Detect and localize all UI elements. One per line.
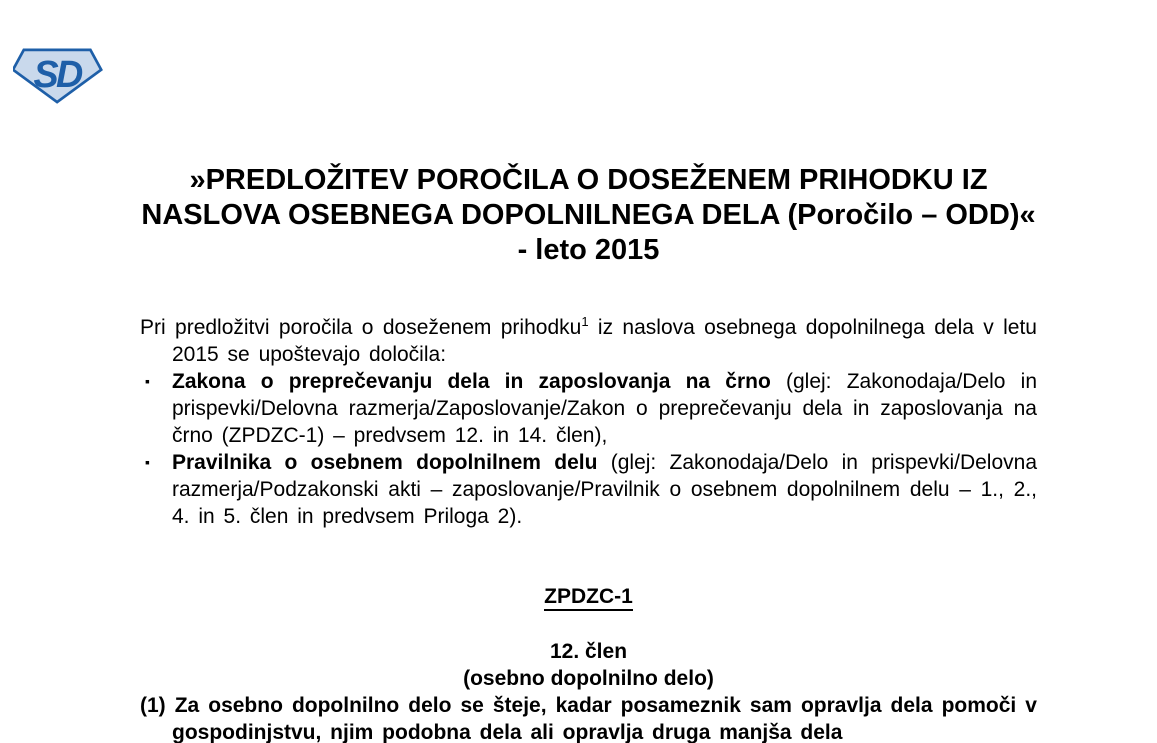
intro-paragraph xyxy=(140,314,1037,368)
bullet-list xyxy=(140,368,1037,530)
bullet-square-icon: ▪ xyxy=(145,373,150,389)
sd-logo-letters: SD xyxy=(33,53,81,96)
bullet-regular-text: (glej: Zakonodaja/Delo in prispevki/Delovna razmerja/Podzakonski akti – zaposlovanje/Pravilnik o osebnem dopolnilnem delu – 1., 2., 4. in 5. člen in predvsem Priloga 2). xyxy=(172,451,1038,528)
section-heading-text: ZPDZC-1 xyxy=(544,585,633,611)
bullet-item-zakon xyxy=(140,368,1037,449)
bullet-square-icon: ▪ xyxy=(145,454,150,470)
document-content xyxy=(140,0,1037,743)
title-line-2: NASLOVA OSEBNEGA DOPOLNILNEGA DELA (Poročilo – ODD)« xyxy=(141,199,1036,231)
bullet-regular-text: (glej: Zakonodaja/Delo in prispevki/Delovna razmerja/Zaposlovanje/Zakon o preprečevanju dela in zaposlovanja na črno (ZPDZC-1) – predvsem 12. in 14. člen), xyxy=(172,370,1038,447)
sd-logo xyxy=(13,45,103,107)
document-title xyxy=(140,163,1037,268)
article-heading-12-clen: 12. člen xyxy=(549,640,628,663)
intro-text-before-footnote: Pri predložitvi poročila o doseženem prihodku xyxy=(140,316,582,339)
section-heading-zpdzc xyxy=(140,583,1037,611)
title-line-1: »PREDLOŽITEV POROČILA O DOSEŽENEM PRIHODKU IZ xyxy=(189,164,988,196)
bullet-bold-text: Zakona o preprečevanju dela in zaposlovanja na črno xyxy=(172,370,771,393)
article-paragraph-1: (1) Za osebno dopolnilno delo se šteje, kadar posameznik sam opravlja dela pomoči v gospodinjstvu, njim podobna dela ali opravlja druga manjša dela xyxy=(140,694,1037,743)
bullet-item-pravilnik xyxy=(140,449,1037,530)
title-line-3: - leto 2015 xyxy=(517,234,660,266)
article-subtitle: (osebno dopolnilno delo) xyxy=(463,667,714,690)
intro-text-after-footnote: iz naslova osebnega dopolnilnega dela v letu 2015 se upoštevajo določila: xyxy=(172,316,1037,366)
footnote-ref-1: 1 xyxy=(581,314,589,329)
bullet-bold-text: Pravilnika o osebnem dopolnilnem delu xyxy=(172,451,598,474)
sd-shield-icon xyxy=(13,45,103,107)
